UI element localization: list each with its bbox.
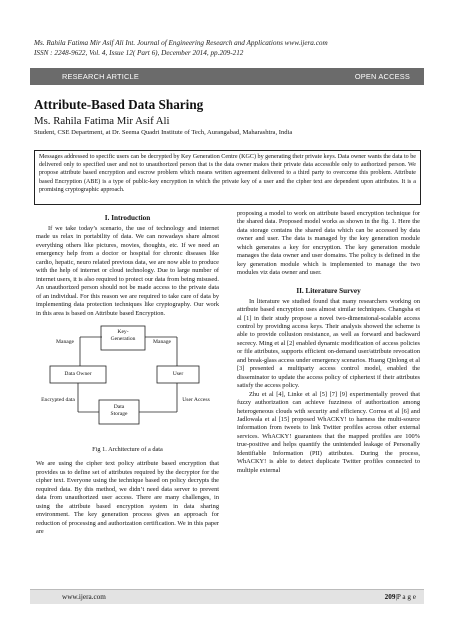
key-generation-label	[101, 329, 145, 342]
author-affiliation: Student, CSE Department, at Dr. Seema Quadri Institute of Tech, Aurangabad, Maharashtra, India	[34, 129, 293, 136]
figure-caption: Fig 1. Architecture of a data	[92, 445, 163, 453]
article-type-banner	[30, 68, 424, 85]
manage-left-label: Manage	[55, 338, 75, 345]
data-owner-label: Data Owner	[64, 370, 92, 377]
abstract-box	[34, 150, 421, 205]
encrypted-data-label: Encrypted data	[41, 396, 75, 403]
right-column	[237, 210, 420, 475]
intro-paragraph-2: We are using the cipher text policy attribute based encryption that provides us to define set of attributes required by the decryptor for the cipher text. Everyone using the technique based on policy decrypts the required data. By this method, we didn’t need data server to prevent data from unauthorized user access. There are many challenges, in using the attribute based encryption system in data sharing environment. The key generation process gives an approach for reduction of processing and authorization certification. We in this paper are	[36, 460, 219, 536]
running-head	[34, 38, 424, 58]
page-footer	[30, 589, 424, 604]
user-label: User	[172, 370, 184, 377]
open-access-label: OPEN ACCESS	[354, 72, 410, 81]
page-suffix: |P a g e	[395, 593, 416, 601]
article-type-label: RESEARCH ARTICLE	[62, 72, 139, 81]
section-heading-literature-survey: II. Literature Survey	[296, 286, 361, 295]
literature-paragraph-2: Zhu et al [4], Linke et al [5] [7] [9] experimentally proved that fuzzy authorization can achieve fuzziness of authorization among heterogeneous clouds with security and efficiency. Correa et al [6] and Jadlowala et al [15] proposed WhACKY! to harness the multi-source information from tweets to link Twitter profiles across other external services. WhACKY! guarantees that the mapped profiles are 100% true-positive and helps quantify the unintended leakage of Personally Identifiable Information (PII) attributes. During the process, WhACKY! is able to detect duplicate Twitter profiles connected to multiple external	[237, 390, 420, 474]
literature-paragraph-1: In literature we studied found that many researchers working on attribute based encryption uses almost similar techniques. Changsha et al [1] in their study propose a novel two-dimensional-scalable access control by providing access keys. Their analysis showed the scheme is able to provide collusion resistance, as well as forward and backward secrecy. Ming et al [2] enabled dynamic modification of access policies or file attributes, supports efficient on-demand user/attribute revocation and break-glass access under emergency scenarios. Huang Qinlong et al [3] presented a multiparty access control model, enabled the disseminator to update the access policy of ciphertext if their attributes satisfy the access policy.	[237, 297, 420, 390]
author-name: Ms. Rahila Fatima Mir Asif Ali	[34, 115, 170, 127]
abstract-text: Messages addressed to specific users can be decrypted by Key Generation Centre (KGC) by generating their private keys. Data owner wants the data to be delivered only to specified user and not to unauthorized person that is the data owner makes their private data accessible only to authorized person. We propose attribute based encryption and escrow problem which means written agreement delivered to a third party to overcome this problem. Attribute based Encryption (ABE) is a type of public-key encryption in which the private key of a user and the cipher text are dependent upon attributes. It is a promising cryptographic approach.	[39, 154, 416, 193]
section-heading-introduction: I. Introduction	[104, 214, 151, 222]
data-storage-label-line-2: Storage	[110, 410, 128, 417]
user-access-label: User Access	[182, 396, 210, 403]
running-head-line-2: ISSN : 2248-9622, Vol. 4, Issue 12( Part 6), December 2014, pp.209-212	[34, 49, 244, 57]
intro-paragraph-3: proposing a model to work on attribute based encryption technique for the shared data. Proposed model works as shown in the fig. 1. Here the data storage contains the shared data which can be accessed by data owner and user. The data is managed by the key generation module which generates a key for encryption. The key generation module manages the data owner and user domains. The policy is defined in the key generation module which is implemented to manage the two modules viz data owner and user.	[237, 210, 420, 277]
left-column	[36, 210, 219, 537]
running-head-line-1: Ms. Rahila Fatima Mir Asif Ali Int. Journal of Engineering Research and Applications www.ijera.com	[34, 39, 328, 47]
page-number	[385, 593, 416, 601]
paper-title: Attribute-Based Data Sharing	[34, 97, 204, 112]
data-storage-label-line-1: Data	[113, 403, 125, 410]
key-generation-label-line-1: Key-	[117, 328, 129, 335]
footer-url: www.ijera.com	[62, 593, 106, 601]
data-storage-label	[99, 404, 139, 417]
intro-paragraph-1: If we take today’s scenario, the use of technology and internet made us relax in portability of data. We can nowadays share almost everything others like pictures, movies, thoughts, etc. If we need an emergency help from a doctor or hospital for chronic diseases like cardio, hepatic, neuro related previous data, we are now able to produce with the help of internet or cloud technology. Due to large number of internet users, it is also required to protect our data from being misused. An unauthorized person should not be made access to the private data of an individual. For this reason we are required to take care of data by implementing data protection techniques like cryptography. Our work in this area is based on Attribute based Encryption.	[36, 225, 219, 317]
key-generation-label-line-2: Generation	[110, 335, 136, 342]
manage-right-label: Manage	[152, 338, 172, 345]
architecture-figure	[36, 322, 219, 442]
page-number-value: 209	[384, 593, 396, 601]
